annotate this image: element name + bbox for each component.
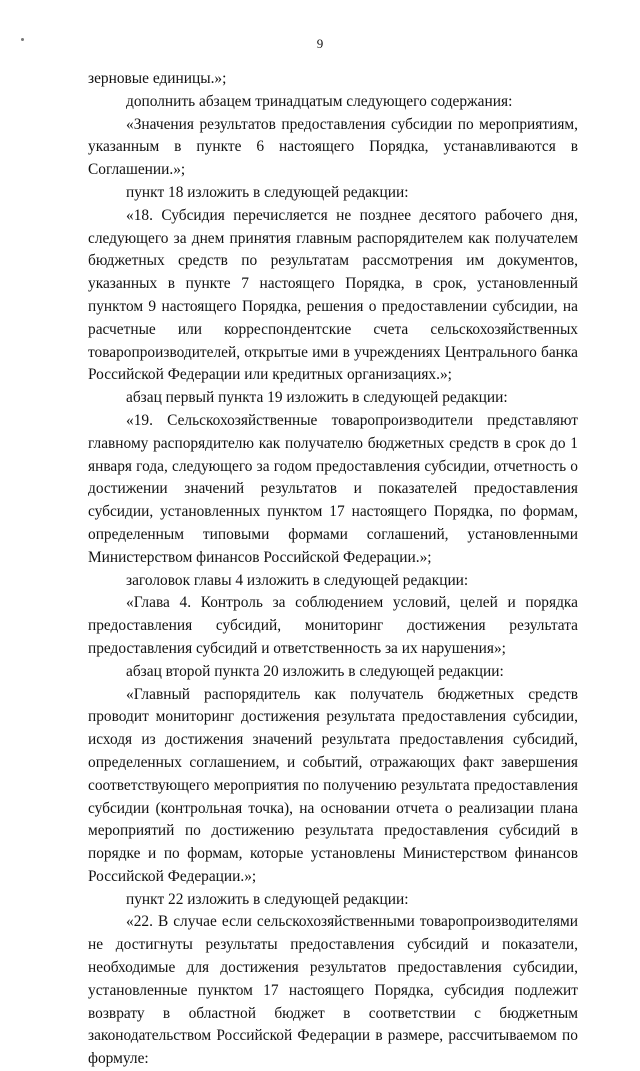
- paragraph-8: заголовок главы 4 изложить в следующей редакции:: [126, 571, 469, 589]
- paragraph-9: «Глава 4. Контроль за соблюдением условий, целей и порядка предоставления субсидий, мониторинг достижения результата предоставления субсидий и ответственность за их нарушения»;: [88, 594, 578, 657]
- paragraph-11: «Главный распорядитель как получатель бюджетных средств проводит мониторинг достижения результата предоставления субсидии, исходя из достижения значений результата предоставления субсидий, определенных соглашением, и событий, отражающих факт завершения соответствующего мероприятия по получению результата предоставления субсидии (контрольная точка), на основании отчета о реализации плана мероприятий по достижению результата предоставления субсидий в порядке и по формам, которые установлены Министерством финансов Российской Федерации.»;: [88, 685, 578, 885]
- page-number: 9: [316, 36, 324, 51]
- paragraph-6: абзац первый пункта 19 изложить в следующей редакции:: [126, 389, 508, 407]
- paragraph-7: «19. Сельскохозяйственные товаропроизводители представляют главному распорядителю как получателю бюджетных средств в срок до 1 января года, следующего за годом предоставления субсидии, отчетность о достижении значений результатов и показателей предоставления субсидии, установленных пунктом 17 настоящего Порядка, по формам, определенным типовыми формами соглашений, установленными Министерством финансов Российской Федерации.»;: [88, 411, 578, 566]
- paragraph-5: «18. Субсидия перечисляется не позднее десятого рабочего дня, следующего за днем принятия главным распорядителем как получателем бюджетных средств по результатам рассмотрения им документов, указанных в пункте 7 настоящего Порядка, в срок, установленный пунктом 9 настоящего Порядка, решения о предоставлении субсидии, на расчетные или корреспондентские счета сельскохозяйственных товаропроизводителей, открытые ими в учреждениях Центрального банка Российской Федерации или кредитных организациях.»;: [88, 206, 578, 384]
- paragraph-12: пункт 22 изложить в следующей редакции:: [126, 890, 409, 908]
- paragraph-1: зерновые единицы.»;: [88, 70, 227, 87]
- paragraph-4: пункт 18 изложить в следующей редакции:: [126, 183, 409, 201]
- paragraph-10: абзац второй пункта 20 изложить в следующей редакции:: [126, 662, 504, 680]
- document-body: [88, 68, 578, 1071]
- paragraph-13: «22. В случае если сельскохозяйственными товаропроизводителями не достигнуты результаты предоставления субсидий и показатели, необходимые для достижения результатов предоставления субсидии, установленные пунктом 17 настоящего Порядка, субсидия подлежит возврату в областной бюджет в соответствии с бюджетным законодательством Российской Федерации в размере, рассчитываемом по формуле:: [88, 913, 578, 1068]
- paragraph-2: дополнить абзацем тринадцатым следующего содержания:: [126, 92, 513, 110]
- paragraph-3: «Значения результатов предоставления субсидии по мероприятиям, указанным в пункте 6 настоящего Порядка, устанавливаются в Соглашении.»;: [88, 115, 578, 179]
